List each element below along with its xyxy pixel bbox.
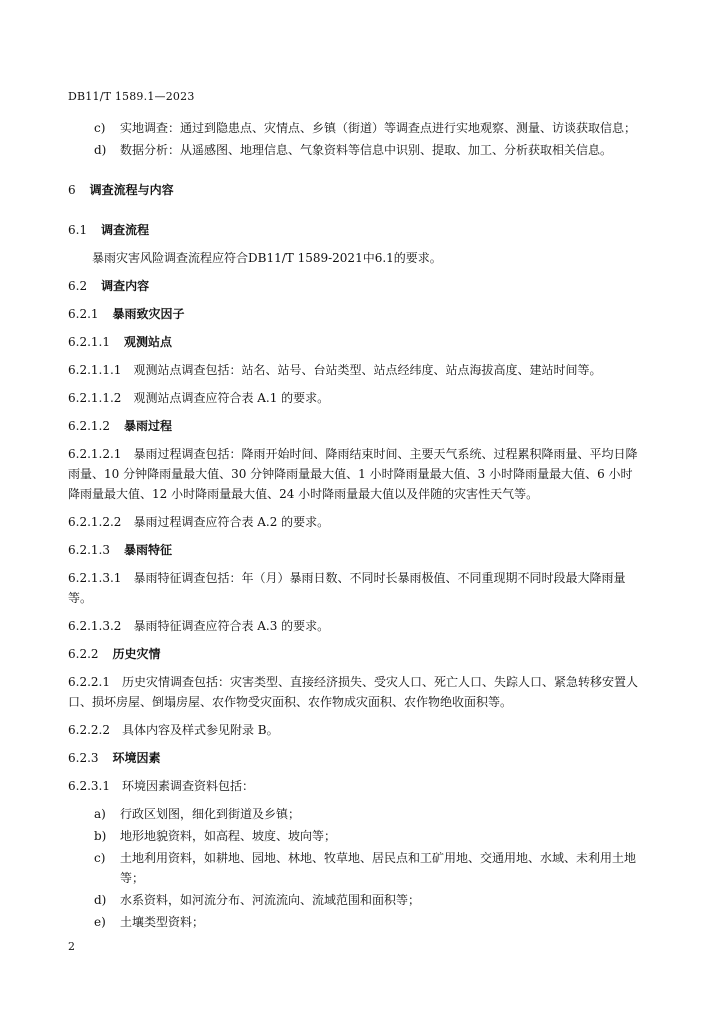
list-marker: a): [94, 807, 106, 821]
list-marker: c): [94, 121, 106, 135]
clause-number: 6.2.3.1: [68, 779, 110, 793]
clause-number: 6.2.1.3.1: [68, 571, 122, 585]
clause-text: 暴雨过程调查应符合表 A.2 的要求。: [133, 515, 330, 529]
section-number: 6.2.1.3: [68, 543, 110, 557]
page-content: [68, 118, 642, 934]
list-text: 行政区划图，细化到街道及乡镇；: [120, 807, 301, 821]
list-marker: d): [94, 143, 107, 157]
clause-number: 6.2.1.2.1: [68, 447, 122, 461]
section-number: 6.1: [68, 223, 88, 237]
list-item: [68, 826, 642, 846]
clause-6-2-1-3-2: [68, 616, 642, 636]
section-heading-6-2-2: [68, 644, 642, 664]
section-number: 6.2.2: [68, 647, 99, 661]
section-title: 调查流程: [101, 223, 150, 237]
section-title: 暴雨特征: [123, 543, 172, 557]
section-number: 6: [68, 183, 76, 197]
clause-text: 历史灾情调查包括：灾害类型、直接经济损失、受灾人口、死亡人口、失踪人口、紧急转移安置人口、损坏房屋、倒塌房屋、农作物受灾面积、农作物成灾面积、农作物绝收面积等。: [68, 675, 638, 709]
clause-number: 6.2.1.1.2: [68, 391, 122, 405]
section-title: 暴雨致灾因子: [112, 307, 185, 321]
section-heading-6-2-3: [68, 748, 642, 768]
section-number: 6.2: [68, 279, 88, 293]
list-marker: c): [94, 851, 106, 865]
list-item: [68, 118, 642, 138]
section-heading-6-2: [68, 276, 642, 296]
clause-text: 观测站点调查应符合表 A.1 的要求。: [133, 391, 330, 405]
clause-text: 暴雨特征调查包括：年（月）暴雨日数、不同时长暴雨极值、不同重现期不同时段最大降雨量等。: [68, 571, 626, 605]
section-number: 6.2.1.1: [68, 335, 110, 349]
clause-number: 6.2.2.2: [68, 723, 110, 737]
standard-code-header: DB11/T 1589.1—2023: [68, 90, 195, 103]
clause-6-2-3-1: [68, 776, 642, 796]
paragraph: 暴雨灾害风险调查流程应符合DB11/T 1589-2021中6.1的要求。: [92, 251, 442, 265]
clause-6-2-2-2: [68, 720, 642, 740]
section-heading-6-2-1-2: [68, 416, 642, 436]
list-marker: b): [94, 829, 107, 843]
section-heading-6-1: [68, 220, 642, 240]
section-heading-6-2-1: [68, 304, 642, 324]
list-item: [68, 912, 642, 932]
section-heading-6-2-1-3: [68, 540, 642, 560]
list-text: 地形地貌资料，如高程、坡度、坡向等；: [120, 829, 337, 843]
section-heading-6: [68, 180, 642, 200]
clause-6-2-1-2-1: [68, 444, 642, 504]
clause-6-2-2-1: [68, 672, 642, 712]
page-number: 2: [68, 940, 75, 953]
list-text: 实地调查：通过到隐患点、灾情点、乡镇（街道）等调查点进行实地观察、测量、访谈获取信息；: [120, 121, 637, 135]
list-item: [68, 804, 642, 824]
clause-number: 6.2.1.1.1: [68, 363, 122, 377]
section-title: 观测站点: [123, 335, 172, 349]
section-title: 历史灾情: [112, 647, 161, 661]
section-heading-6-2-1-1: [68, 332, 642, 352]
list-text: 土地利用资料，如耕地、园地、林地、牧草地、居民点和工矿用地、交通用地、水域、未利用土地等；: [120, 851, 637, 885]
clause-number: 6.2.1.2.2: [68, 515, 122, 529]
clause-6-2-1-1-2: [68, 388, 642, 408]
section-number: 6.2.3: [68, 751, 99, 765]
list-marker: e): [94, 915, 106, 929]
section-title: 环境因素: [112, 751, 161, 765]
section-title: 调查内容: [101, 279, 150, 293]
clause-number: 6.2.1.3.2: [68, 619, 122, 633]
clause-6-2-1-3-1: [68, 568, 642, 608]
clause-text: 暴雨过程调查包括：降雨开始时间、降雨结束时间、主要天气系统、过程累积降雨量、平均日降雨量、10 分钟降雨量最大值、30 分钟降雨量最大值、1 小时降雨量最大值、3 小时降雨量最大值、6 小时降雨量最大值、12 小时降雨量最大值、24 小时降雨量最大值以及伴随的灾害性天气等。: [68, 447, 638, 501]
list-item: [68, 848, 642, 888]
clause-6-2-1-1-1: [68, 360, 642, 380]
list-marker: d): [94, 893, 107, 907]
clause-number: 6.2.2.1: [68, 675, 110, 689]
section-number: 6.2.1: [68, 307, 99, 321]
list-text: 水系资料，如河流分布、河流流向、流域范围和面积等；: [120, 893, 421, 907]
clause-6-2-1-2-2: [68, 512, 642, 532]
section-number: 6.2.1.2: [68, 419, 110, 433]
list-text: 数据分析：从遥感图、地理信息、气象资料等信息中识别、提取、加工、分析获取相关信息。: [120, 143, 613, 157]
clause-text: 具体内容及样式参见附录 B。: [121, 723, 279, 737]
list-text: 土壤类型资料；: [120, 915, 205, 929]
section-title: 调查流程与内容: [89, 183, 174, 197]
section-title: 暴雨过程: [123, 419, 172, 433]
list-item: [68, 140, 642, 160]
list-item: [68, 890, 642, 910]
clause-text: 环境因素调查资料包括：: [121, 779, 254, 793]
clause-text: 暴雨特征调查应符合表 A.3 的要求。: [133, 619, 330, 633]
clause-text: 观测站点调查包括：站名、站号、台站类型、站点经纬度、站点海拔高度、建站时间等。: [133, 363, 602, 377]
